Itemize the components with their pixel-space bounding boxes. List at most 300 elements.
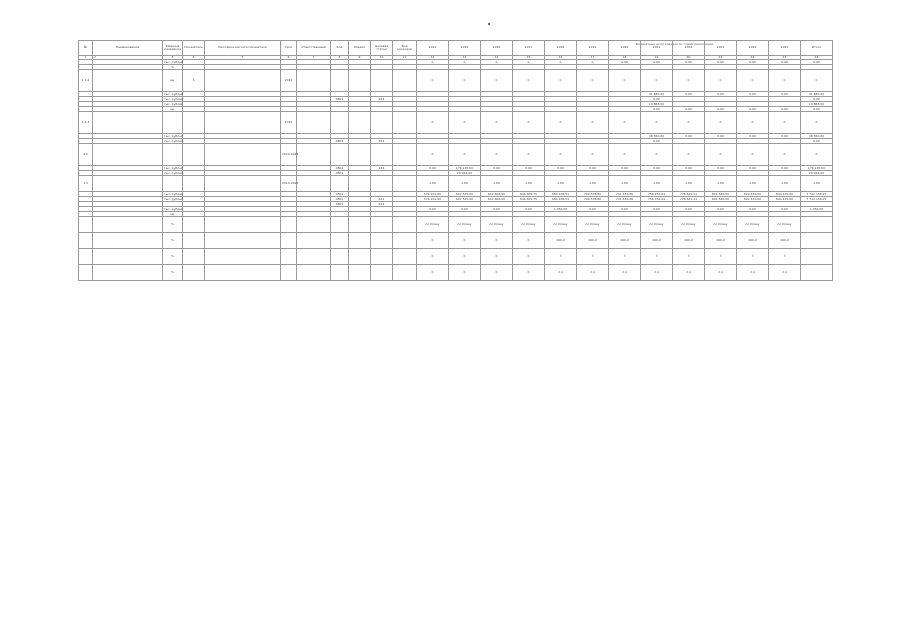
table-cell: 24 xyxy=(801,56,833,60)
table-cell: 0 xyxy=(513,144,545,166)
table-cell: 0 xyxy=(449,144,481,166)
table-cell: тыс. рублей xyxy=(164,170,183,175)
table-cell: 0 xyxy=(417,70,449,92)
table-cell: 709 378,80 xyxy=(577,197,609,202)
table-cell xyxy=(349,233,371,249)
table-cell: 4 xyxy=(183,56,205,60)
table-cell xyxy=(297,233,331,249)
table-cell: по плану xyxy=(705,217,737,233)
table-cell: по плану xyxy=(417,217,449,233)
table-cell xyxy=(93,217,163,233)
table-cell: 16 xyxy=(545,56,577,60)
table-cell: 756 152,04 xyxy=(641,197,673,202)
table-cell: 646 605,75 xyxy=(513,192,545,197)
table-cell: 1 282,00 xyxy=(545,207,577,212)
table-cell: 731 432,06 xyxy=(609,192,641,197)
table-cell: 0,00 xyxy=(769,207,801,212)
table-cell xyxy=(183,176,205,192)
table-cell xyxy=(183,233,205,249)
table-cell: 0,00 xyxy=(673,207,705,212)
table-cell: 778 621,11 xyxy=(673,192,705,197)
table-cell xyxy=(163,176,183,192)
table-cell: 0,00 xyxy=(737,60,769,65)
table-cell: 12 xyxy=(417,56,449,60)
column-header: № xyxy=(79,41,93,56)
table-cell: 2015 xyxy=(281,112,297,134)
table-cell: тыс. рублей xyxy=(164,133,183,138)
table-cell: 0,00 xyxy=(705,166,737,171)
table-cell: 7 xyxy=(577,249,609,265)
table-cell: 100,0 xyxy=(673,233,705,249)
table-cell: 0,00 xyxy=(705,207,737,212)
table-cell xyxy=(371,249,393,265)
table-cell xyxy=(331,144,349,166)
table-cell: 100,0 xyxy=(705,233,737,249)
table-cell: 19 xyxy=(641,56,673,60)
table-cell: 31 880,00 xyxy=(801,92,833,97)
table-cell: 0 xyxy=(481,70,513,92)
table-cell: тыс. рублей xyxy=(164,59,183,64)
table-cell: 1,00 xyxy=(417,176,449,192)
table-cell: 0,00 xyxy=(801,97,833,102)
table-cell: 100,0 xyxy=(545,233,577,249)
table-cell: 0,00 xyxy=(705,134,737,139)
table-cell: 607 525,00 xyxy=(449,197,481,202)
table-cell: 0 xyxy=(417,265,449,281)
table-cell xyxy=(371,217,393,233)
table-cell: 0 xyxy=(417,249,449,265)
table-cell: 0,00 xyxy=(769,107,801,112)
table-cell: 1,00 xyxy=(609,176,641,192)
table-cell: 13 xyxy=(449,56,481,60)
table-cell: 0,00 xyxy=(737,166,769,171)
table-cell: 0,00 xyxy=(641,107,673,112)
table-cell xyxy=(205,176,281,192)
table-cell xyxy=(297,217,331,233)
table-cell: 7 xyxy=(769,249,801,265)
table-cell: 244 xyxy=(371,166,393,171)
table-cell: 0 xyxy=(513,112,545,134)
column-header: 2025 xyxy=(769,41,801,56)
column-header: Код xyxy=(331,41,349,56)
table-cell: 0,00 xyxy=(577,166,609,171)
table-cell: 0 xyxy=(481,144,513,166)
column-header: Наименование xyxy=(93,41,163,56)
table-cell: 0801 xyxy=(331,166,349,171)
table-cell xyxy=(349,176,371,192)
table-cell xyxy=(93,144,163,166)
table-cell: 0 xyxy=(705,144,737,166)
table-cell: 1,00 xyxy=(737,176,769,192)
table-row xyxy=(79,70,833,92)
table-cell: 684 100,51 xyxy=(545,192,577,197)
table-cell xyxy=(801,233,833,249)
table-cell: 2,4 xyxy=(545,265,577,281)
table-cell: 731 432,06 xyxy=(609,197,641,202)
table-cell: 7 xyxy=(545,249,577,265)
table-cell: 0 xyxy=(609,112,641,134)
table-cell: 0 xyxy=(673,70,705,92)
table-cell: 0801 xyxy=(331,139,349,144)
table-cell: 709 378,80 xyxy=(577,192,609,197)
column-header: Раздел xyxy=(349,41,371,56)
table-cell: 2014-2025 xyxy=(281,144,297,166)
table-cell: 756 152,04 xyxy=(641,192,673,197)
table-cell: 7 712 156,27 xyxy=(801,192,833,197)
document-page xyxy=(78,40,830,616)
column-header: 2015 xyxy=(449,41,481,56)
table-cell: 100,0 xyxy=(609,233,641,249)
table-row xyxy=(79,176,833,192)
table-cell: 0 xyxy=(481,60,513,65)
table-cell: 22 xyxy=(737,56,769,60)
table-cell: 36 350,00 xyxy=(801,134,833,139)
table-cell: 100,0 xyxy=(737,233,769,249)
table-cell: 2,4 xyxy=(577,265,609,281)
table-cell: 2014 xyxy=(281,70,297,92)
table-cell xyxy=(393,233,417,249)
table-cell: 3 xyxy=(163,56,183,60)
table-cell xyxy=(183,265,205,281)
table-cell: 14 xyxy=(481,56,513,60)
table-cell xyxy=(371,176,393,192)
table-cell: 801 540,00 xyxy=(705,192,737,197)
table-cell: 7 xyxy=(673,249,705,265)
table-cell xyxy=(331,265,349,281)
table-cell xyxy=(93,265,163,281)
table-cell: 14 865,00 xyxy=(801,102,833,107)
budget-table xyxy=(78,40,833,281)
table-cell: 576 101,00 xyxy=(417,192,449,197)
table-cell: 0 xyxy=(801,70,833,92)
table-cell: 0 xyxy=(609,144,641,166)
table-cell: 1,00 xyxy=(513,176,545,192)
table-cell: 7 xyxy=(641,249,673,265)
table-cell xyxy=(297,249,331,265)
table-cell: по плану xyxy=(641,217,673,233)
table-cell xyxy=(205,112,281,134)
table-cell: 176 125,00 xyxy=(801,166,833,171)
table-cell xyxy=(371,112,393,134)
table-cell: 0 xyxy=(769,144,801,166)
table-row xyxy=(79,249,833,265)
table-cell: 0,00 xyxy=(769,60,801,65)
table-cell: 0 xyxy=(449,60,481,65)
table-cell: 10 xyxy=(371,56,393,60)
table-cell xyxy=(281,217,297,233)
table-cell: 100,0 xyxy=(577,233,609,249)
table-cell: 0 xyxy=(673,112,705,134)
table-cell: 2014-2025 xyxy=(281,176,297,192)
table-cell xyxy=(297,265,331,281)
table-cell: 0 xyxy=(513,70,545,92)
table-cell: тыс. рублей xyxy=(164,91,183,96)
table-cell: 612 xyxy=(371,202,393,207)
table-cell: по плану xyxy=(609,217,641,233)
table-cell: 0,00 xyxy=(769,92,801,97)
column-header: Единица измерения xyxy=(163,41,183,56)
table-cell: 0801 xyxy=(331,202,349,207)
table-cell: тыс. рублей xyxy=(164,206,183,211)
table-cell: 0,00 xyxy=(481,207,513,212)
table-cell: по плану xyxy=(481,217,513,233)
column-header: 2019 xyxy=(577,41,609,56)
table-cell: 0 xyxy=(481,112,513,134)
table-cell: 0,00 xyxy=(769,166,801,171)
table-cell: 2 xyxy=(93,56,163,60)
table-cell xyxy=(371,265,393,281)
table-cell: 0,00 xyxy=(737,92,769,97)
table-cell xyxy=(205,233,281,249)
table-cell: 24 964,00 xyxy=(801,171,833,176)
table-cell: 7 xyxy=(737,249,769,265)
table-cell: 0 xyxy=(641,112,673,134)
table-cell xyxy=(281,233,297,249)
table-cell: 0,00 xyxy=(641,166,673,171)
table-cell xyxy=(297,70,331,92)
table-cell xyxy=(331,249,349,265)
table-cell: 0,00 xyxy=(609,60,641,65)
column-header: 2024 xyxy=(737,41,769,56)
table-cell: 1.1.2 xyxy=(79,70,93,92)
table-cell: 3 xyxy=(183,70,205,92)
table-cell: 6 xyxy=(281,56,297,60)
table-cell: 1,00 xyxy=(641,176,673,192)
table-cell xyxy=(183,144,205,166)
column-header: Ответственный xyxy=(297,41,331,56)
table-cell: 0 xyxy=(513,249,545,265)
table-cell: 0 xyxy=(769,70,801,92)
table-cell: 0,00 xyxy=(705,107,737,112)
table-cell: 778 621,11 xyxy=(673,197,705,202)
table-cell xyxy=(801,249,833,265)
table-cell xyxy=(331,233,349,249)
table-cell: 0 xyxy=(513,265,545,281)
table-cell xyxy=(393,217,417,233)
table-cell: 0,00 xyxy=(673,166,705,171)
column-header: 2017 xyxy=(513,41,545,56)
table-cell xyxy=(371,233,393,249)
table-cell xyxy=(79,217,93,233)
table-cell: 1,00 xyxy=(449,176,481,192)
table-cell: % xyxy=(163,65,183,70)
table-cell: 2,4 xyxy=(673,265,705,281)
table-cell: по плану xyxy=(577,217,609,233)
table-cell: 0,00 xyxy=(737,107,769,112)
table-cell xyxy=(393,70,417,92)
table-cell xyxy=(79,265,93,281)
table-cell: 1,00 xyxy=(705,176,737,192)
table-cell xyxy=(205,217,281,233)
table-cell: по плану xyxy=(513,217,545,233)
table-row xyxy=(79,112,833,134)
table-cell: 2,4 xyxy=(737,265,769,281)
table-cell: 0,00 xyxy=(673,92,705,97)
table-cell: 0 xyxy=(513,233,545,249)
column-header: Итого xyxy=(801,41,833,56)
table-cell: 0,00 xyxy=(801,107,833,112)
table-cell: 9 xyxy=(349,56,371,60)
table-cell: 646 605,75 xyxy=(513,197,545,202)
table-cell xyxy=(331,176,349,192)
table-cell: 2,4 xyxy=(705,265,737,281)
table-cell xyxy=(93,176,163,192)
table-cell xyxy=(281,265,297,281)
table-cell xyxy=(93,112,163,134)
table-cell: 0 xyxy=(449,265,481,281)
table-cell xyxy=(79,249,93,265)
table-cell: 1,00 xyxy=(481,176,513,192)
table-cell xyxy=(331,70,349,92)
table-cell xyxy=(163,112,183,134)
table-cell: тыс. рублей xyxy=(164,196,183,201)
table-cell xyxy=(331,112,349,134)
table-cell xyxy=(801,265,833,281)
column-header: 2021 xyxy=(641,41,673,56)
table-cell: 0,00 xyxy=(737,134,769,139)
table-cell: 0,00 xyxy=(737,207,769,212)
table-cell: 244 xyxy=(371,97,393,102)
table-cell: 844 115,00 xyxy=(769,192,801,197)
column-header: 2016 xyxy=(481,41,513,56)
table-cell: 2,4 xyxy=(609,265,641,281)
table-cell: по плану xyxy=(769,217,801,233)
table-cell: 0 xyxy=(545,60,577,65)
table-cell: 0,00 xyxy=(673,107,705,112)
table-cell: ед. xyxy=(163,70,183,92)
table-cell: 0,00 xyxy=(641,60,673,65)
table-cell: 0,00 xyxy=(641,97,673,102)
table-cell xyxy=(205,70,281,92)
table-cell: 0,00 xyxy=(705,60,737,65)
table-cell: % xyxy=(163,265,183,281)
table-cell: 0 xyxy=(769,112,801,134)
table-cell: 5 xyxy=(205,56,281,60)
column-header: 2014 xyxy=(417,41,449,56)
table-cell: 1 282,00 xyxy=(801,207,833,212)
table-cell: 0 xyxy=(577,112,609,134)
table-row xyxy=(79,217,833,233)
table-cell: 0,00 xyxy=(673,134,705,139)
table-cell xyxy=(297,176,331,192)
table-cell: 0801 xyxy=(331,171,349,176)
table-cell: 612 604,00 xyxy=(481,192,513,197)
table-cell xyxy=(371,144,393,166)
table-cell: 0,00 xyxy=(417,166,449,171)
table-cell: 0,00 xyxy=(513,207,545,212)
table-cell: 0 xyxy=(801,112,833,134)
table-cell: 0 xyxy=(481,249,513,265)
table-cell: 1.1.3 xyxy=(79,112,93,134)
column-header: Вид расходов xyxy=(393,41,417,56)
table-cell: 100,0 xyxy=(641,233,673,249)
table-cell: 2,4 xyxy=(769,265,801,281)
table-cell: 611 xyxy=(371,197,393,202)
table-cell: 8 xyxy=(331,56,349,60)
table-cell xyxy=(297,112,331,134)
table-cell: 0 xyxy=(545,112,577,134)
table-cell: % xyxy=(163,233,183,249)
table-cell: 0,00 xyxy=(577,207,609,212)
table-cell: 1,00 xyxy=(769,176,801,192)
table-cell: 15 xyxy=(513,56,545,60)
table-cell: % xyxy=(163,249,183,265)
table-cell: 0 xyxy=(705,70,737,92)
table-cell xyxy=(93,233,163,249)
table-cell: 244 xyxy=(371,139,393,144)
table-cell: 0 xyxy=(417,144,449,166)
table-cell: 0,00 xyxy=(513,166,545,171)
table-cell: 607 525,00 xyxy=(449,192,481,197)
table-cell: 20 xyxy=(673,56,705,60)
table-cell: 100,0 xyxy=(769,233,801,249)
table-cell: 0 xyxy=(577,144,609,166)
table-body xyxy=(79,56,833,281)
table-cell: 0,00 xyxy=(769,134,801,139)
table-cell: 0 xyxy=(705,112,737,134)
table-cell xyxy=(393,144,417,166)
table-cell: тыс. рублей xyxy=(164,165,183,170)
table-cell: 0,00 xyxy=(705,92,737,97)
table-cell: 0 xyxy=(673,144,705,166)
table-cell: 0 xyxy=(641,70,673,92)
table-cell xyxy=(349,249,371,265)
table-cell: 17 xyxy=(577,56,609,60)
table-cell: 0 xyxy=(449,249,481,265)
column-header: 2023 xyxy=(705,41,737,56)
column-header: 2020 xyxy=(609,41,641,56)
table-cell: тыс. рублей xyxy=(164,96,183,101)
table-cell: 0,00 xyxy=(641,139,673,144)
table-cell: 0 xyxy=(417,112,449,134)
table-cell: 176 125,00 xyxy=(449,166,481,171)
table-cell: 0 xyxy=(481,265,513,281)
speck xyxy=(488,23,490,25)
table-cell: 11 xyxy=(393,56,417,60)
table-cell xyxy=(183,112,205,134)
header-note: Бюджетные ассигнования по годам реализации xyxy=(636,42,713,46)
table-cell: 0 xyxy=(449,233,481,249)
table-cell: 1,00 xyxy=(577,176,609,192)
table-cell xyxy=(205,265,281,281)
table-cell: 24 964,00 xyxy=(449,171,481,176)
table-cell: 0,00 xyxy=(673,60,705,65)
table-cell: 844 115,00 xyxy=(769,197,801,202)
table-cell: 0801 xyxy=(331,192,349,197)
table-cell: по плану xyxy=(449,217,481,233)
table-cell xyxy=(349,144,371,166)
table-cell xyxy=(371,70,393,92)
table-cell xyxy=(349,217,371,233)
table-cell: 1.3 xyxy=(79,176,93,192)
table-cell: тыс. рублей xyxy=(164,191,183,196)
column-header: 2018 xyxy=(545,41,577,56)
table-cell: 36 350,00 xyxy=(641,134,673,139)
table-cell xyxy=(183,249,205,265)
table-cell: 0 xyxy=(609,70,641,92)
column-header: Методика расчета показателя xyxy=(205,41,281,56)
table-cell xyxy=(393,112,417,134)
table-cell: 23 xyxy=(769,56,801,60)
table-cell: тыс. рублей xyxy=(164,138,183,143)
table-cell: 0 xyxy=(417,60,449,65)
table-cell: 21 xyxy=(705,56,737,60)
column-header: 2022 xyxy=(673,41,705,56)
table-cell: 0,00 xyxy=(641,207,673,212)
table-cell: 801 540,00 xyxy=(705,197,737,202)
table-cell xyxy=(205,249,281,265)
table-cell xyxy=(393,176,417,192)
